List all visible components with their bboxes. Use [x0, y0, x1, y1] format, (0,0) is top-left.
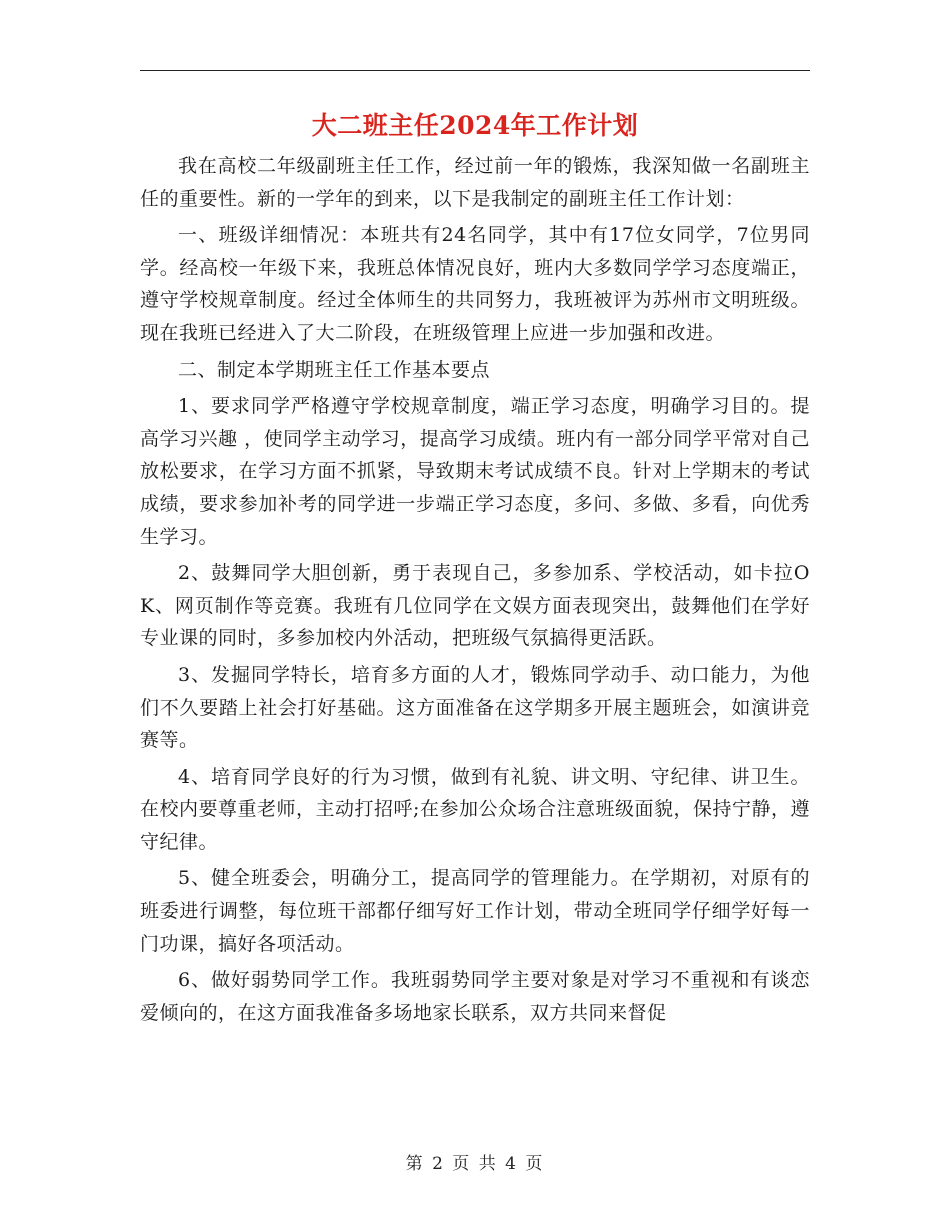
document-title: 大二班主任2024年工作计划 [311, 111, 639, 140]
header-rule [140, 70, 810, 71]
section-two-heading: 二、制定本学期班主任工作基本要点 [178, 358, 491, 381]
document-body [140, 150, 810, 1033]
page-number-footer: 第 2 页 共 4 页 [405, 1154, 545, 1174]
section-one-paragraph: 一、班级详细情况：本班共有24名同学，其中有17位女同学，7位男同学。经高校一年级下来，我班总体情况良好，班内大多数同学学习态度端正，遵守学校规章制度。经过全体师生的共同努力，我班被评为苏州市文明班级。现在我班已经进入了大二阶段，在班级管理上应进一步加强和改进。 [140, 224, 810, 344]
point-3-paragraph: 3、发掘同学特长，培育多方面的人才，锻炼同学动手、动口能力，为他们不久要踏上社会打好基础。这方面准备在这学期多开展主题班会，如演讲竞赛等。 [140, 663, 810, 752]
intro-paragraph: 我在高校二年级副班主任工作，经过前一年的锻炼，我深知做一名副班主任的重要性。新的一学年的到来，以下是我制定的副班主任工作计划： [140, 155, 810, 210]
point-5-paragraph: 5、健全班委会，明确分工，提高同学的管理能力。在学期初，对原有的班委进行调整，每位班干部都仔细写好工作计划，带动全班同学仔细学好每一门功课，搞好各项活动。 [140, 867, 810, 955]
point-1-paragraph: 1、要求同学严格遵守学校规章制度，端正学习态度，明确学习目的。提高学习兴趣 ，使同学主动学习，提高学习成绩。班内有一部分同学平常对自己放松要求，在学习方面不抓紧，导致期末考试成绩不良。针对上学期末的考试成绩，要求参加补考的同学进一步端正学习态度，多问、多做、多看，向优秀生学习。 [140, 395, 810, 548]
point-6-paragraph: 6、做好弱势同学工作。我班弱势同学主要对象是对学习不重视和有谈恋爱倾向的，在这方面我准备多场地家长联系，双方共同来督促 [140, 969, 810, 1024]
point-4-paragraph: 4、培育同学良好的行为习惯，做到有礼貌、讲文明、守纪律、讲卫生。在校内要尊重老师，主动打招呼;在参加公众场合注意班级面貌，保持宁静，遵守纪律。 [140, 765, 810, 853]
point-2-paragraph: 2、鼓舞同学大胆创新，勇于表现自己，多参加系、学校活动，如卡拉OK、网页制作等竞赛。我班有几位同学在文娱方面表现突出，鼓舞他们在学好专业课的同时，多参加校内外活动，把班级气氛搞得更活跃。 [140, 562, 810, 650]
